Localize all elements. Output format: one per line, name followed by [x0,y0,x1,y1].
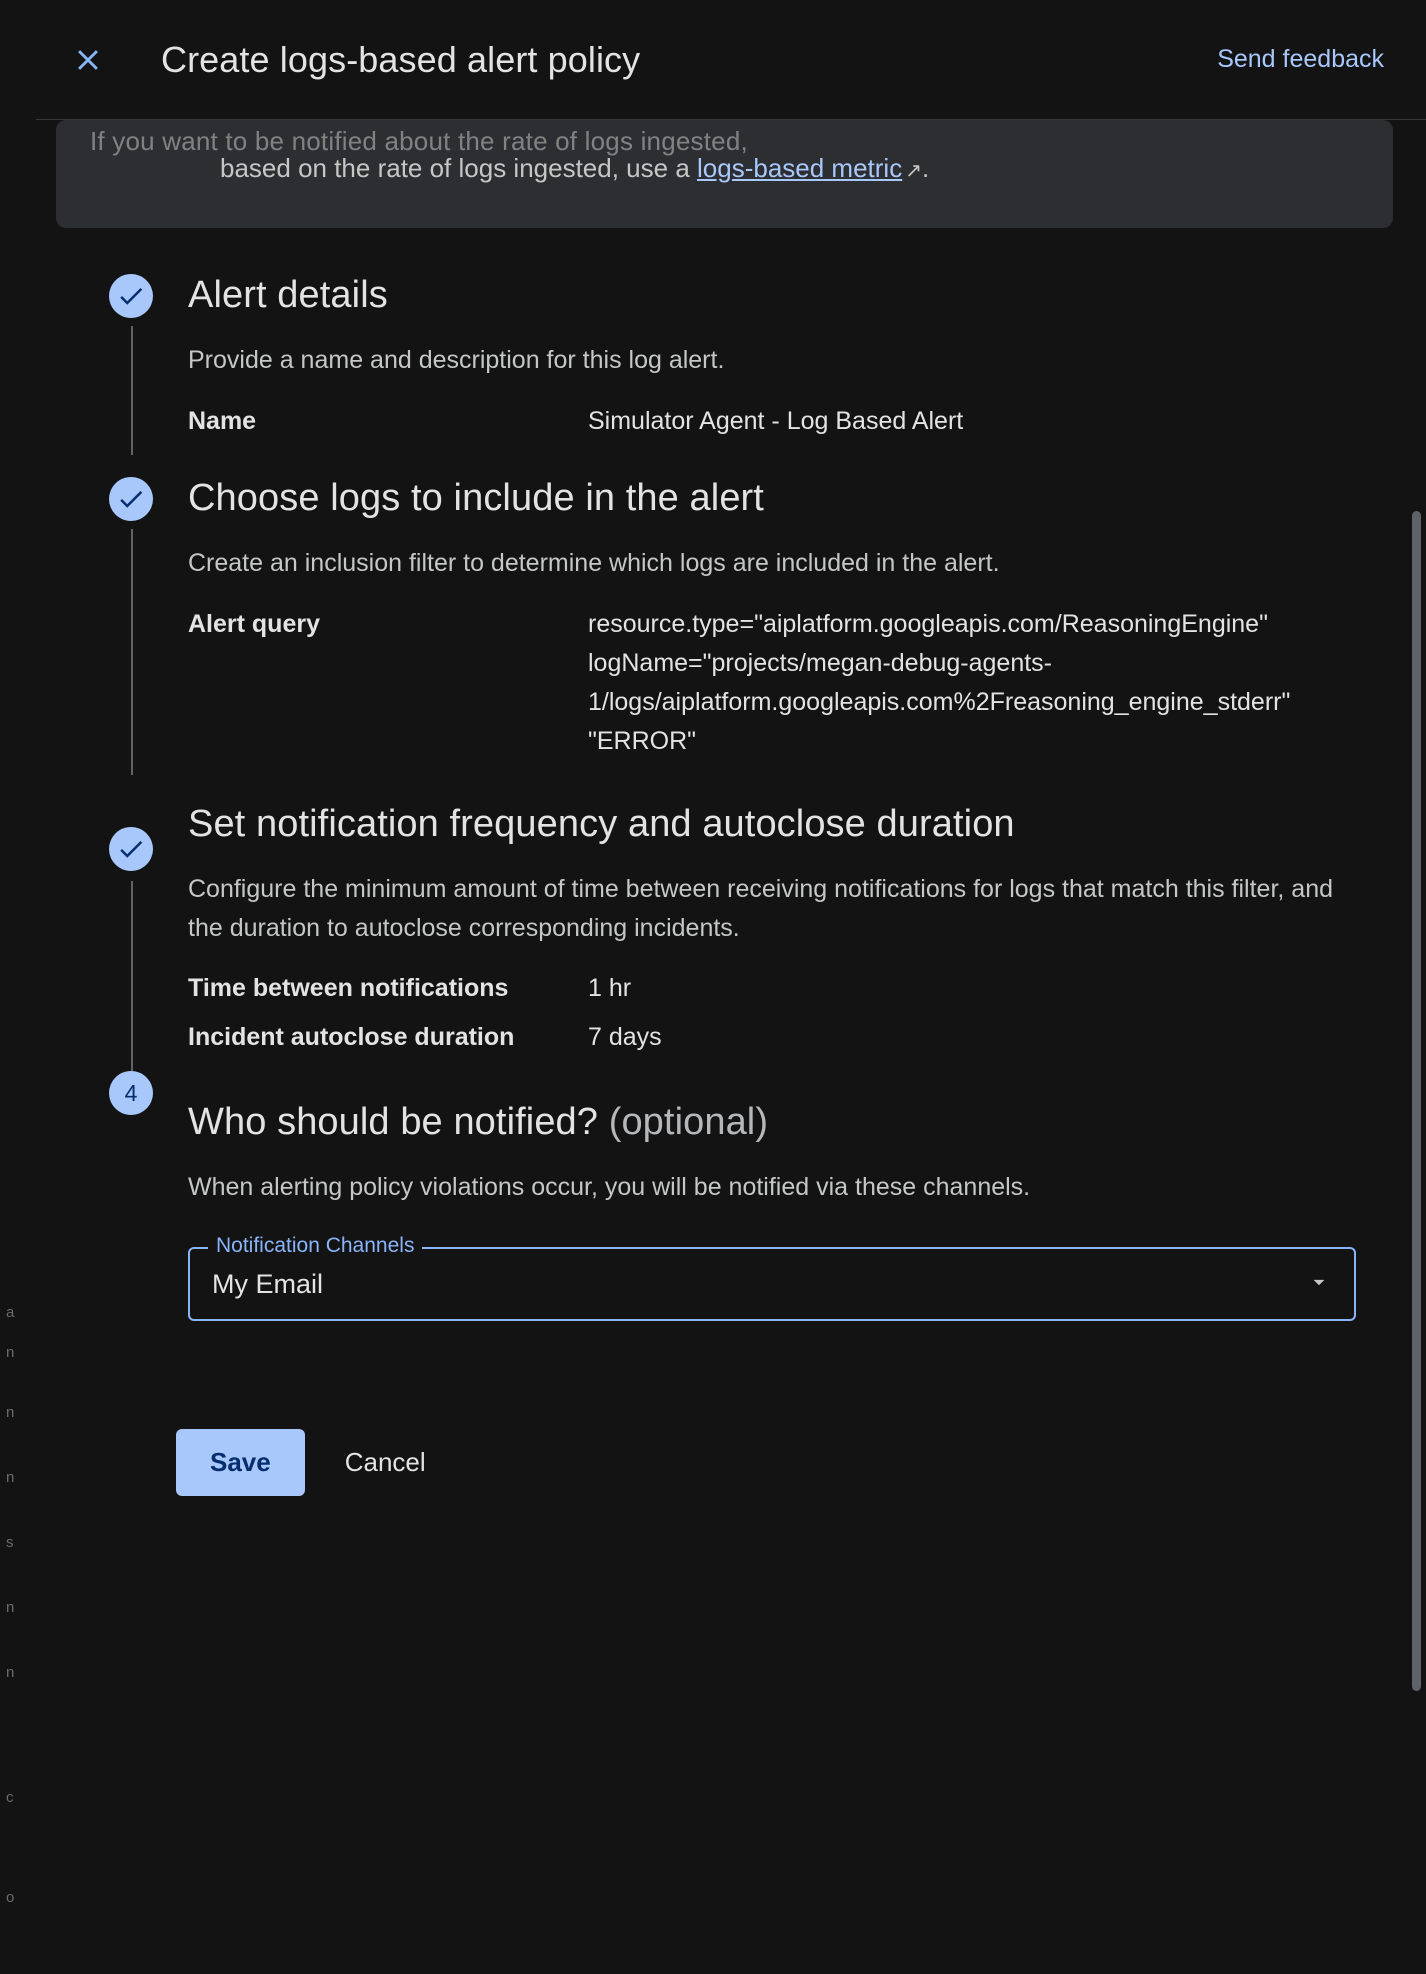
field-key: Name [188,406,257,435]
field-value: 1 hr [588,974,632,1003]
step-2-title: Choose logs to include in the alert [188,476,764,519]
step-3-description: Configure the minimum amount of time between receiving notifications for logs that match this filter, and the duration to autoclose corresponding incidents. [188,874,1334,942]
field-key: Incident autoclose duration [188,1023,515,1052]
step-3-title: Set notification frequency and autoclose duration [188,802,1015,845]
notification-channels-label: Notification Channels [208,1235,422,1256]
notification-channels-select[interactable] [188,1234,1356,1321]
info-banner-prefix: based on the rate of logs ingested, use a [220,153,698,183]
step-3-rail [131,881,133,1072]
step-alert-details [36,268,1426,449]
field-key: Time between notifications [188,974,509,1003]
step-1-rail [131,326,133,455]
dialog-actions [176,1429,1426,1496]
dialog-header [36,0,1426,120]
step-4-title-text: Who should be notified? [188,1101,599,1144]
notification-channels-value: My Email [212,1268,324,1299]
ghost-text: n [6,1344,15,1361]
step-3-field-time-between-notifications [188,969,1386,1008]
step-4-description: When alerting policy violations occur, you will be notified via these channels. [188,1173,1031,1202]
step-2-rail [131,529,133,775]
step-4-title [188,1095,1386,1150]
step-3-field-incident-autoclose-duration [188,1018,1386,1057]
info-banner-suffix: . [921,153,930,183]
step-4-number-badge: 4 [109,1071,153,1115]
ghost-text: n [6,1664,15,1681]
dialog-scrollbar[interactable] [1410,121,1424,1974]
chevron-down-icon[interactable] [1306,1269,1332,1300]
field-value: 7 days [588,1023,662,1052]
info-banner-clipped-line: If you want to be notified about the rate of logs ingested, [90,126,748,156]
save-button[interactable]: Save [176,1429,305,1496]
close-icon [71,43,105,77]
page-title: Create logs-based alert policy [161,38,641,80]
ghost-text: n [6,1599,15,1616]
step-who-notified [36,1065,1426,1207]
ghost-text: c [6,1789,14,1806]
background-left-strip [0,0,37,1974]
logs-based-metric-link[interactable]: logs-based metric [697,153,903,183]
ghost-text: n [6,1404,15,1421]
ghost-text: o [6,1889,15,1906]
close-button[interactable] [60,32,116,88]
step-3-check-icon [109,827,153,871]
cancel-button[interactable]: Cancel [317,1429,454,1496]
scrollbar-thumb[interactable] [1412,511,1421,1691]
step-1-description: Provide a name and description for this log alert. [188,346,725,375]
field-value: Simulator Agent - Log Based Alert [588,406,964,435]
external-link-icon: ↗ [905,160,922,182]
notification-channels-field [188,1234,1356,1321]
field-value: resource.type="aiplatform.googleapis.com/ReasoningEngine" logName="projects/megan-debug-agents-1/logs/aiplatform.googleapis.com%2Freasoning_engine_stderr" "ERROR" [588,609,1291,755]
ghost-text: s [6,1534,14,1551]
dialog-body [36,120,1426,1974]
step-1-check-icon [109,274,153,318]
create-alert-policy-dialog [36,0,1426,1974]
step-2-field-alert-query [188,605,1386,761]
step-4-title-optional: (optional) [598,1101,769,1144]
step-choose-logs [36,449,1426,769]
step-2-description: Create an inclusion filter to determine which logs are included in the alert. [188,548,1000,577]
step-1-title: Alert details [188,274,388,316]
send-feedback-link[interactable]: Send feedback [1217,45,1384,73]
ghost-text: n [6,1469,15,1486]
step-1-field-name [188,402,1386,441]
ghost-text: a [6,1304,15,1321]
steps-list [36,228,1426,1496]
step-notification-frequency [36,769,1426,1066]
step-2-check-icon [109,477,153,521]
info-banner [56,120,1393,228]
field-key: Alert query [188,609,320,638]
